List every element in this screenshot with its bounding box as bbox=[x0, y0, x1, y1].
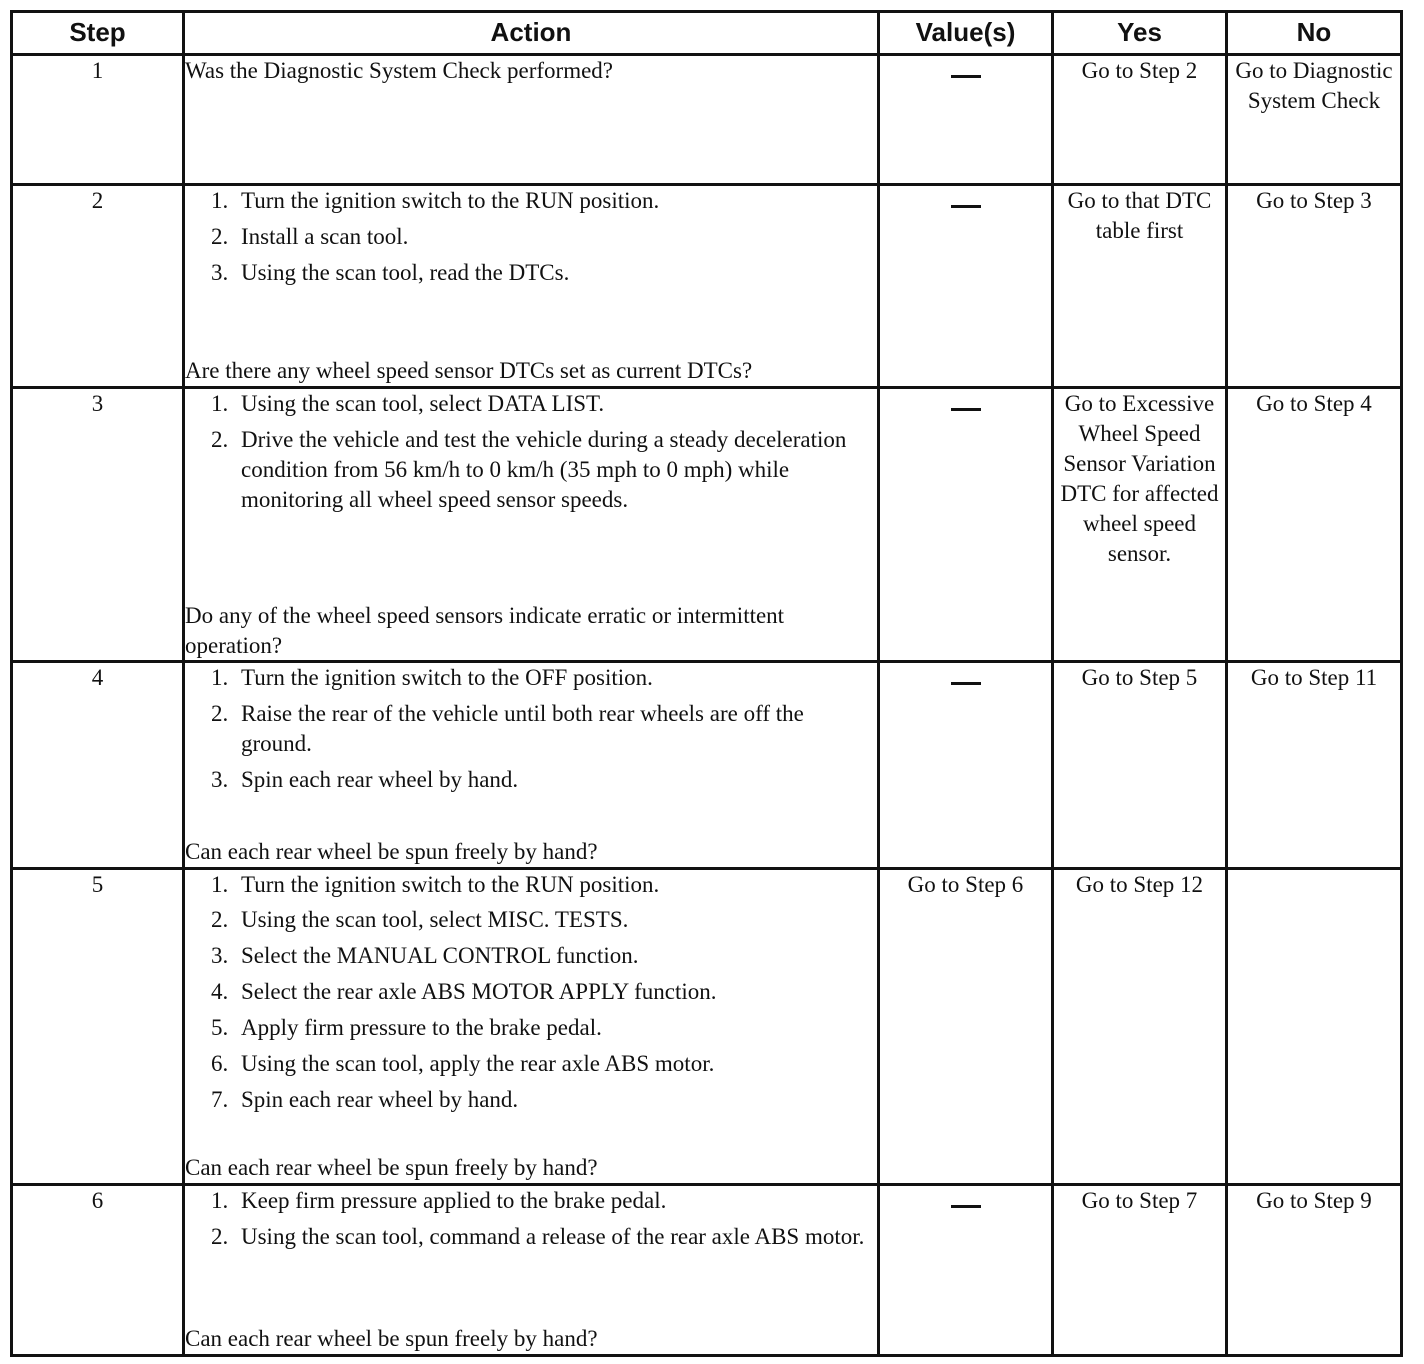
header-row bbox=[12, 12, 1402, 55]
step-number: 5 bbox=[12, 868, 184, 1184]
step-number: 3 bbox=[12, 388, 184, 662]
action-step bbox=[211, 699, 877, 759]
action-step-text: Select the rear axle ABS MOTOR APPLY function. bbox=[241, 979, 717, 1005]
yes-cell: Go to that DTC table first bbox=[1053, 185, 1227, 388]
action-step bbox=[211, 870, 877, 900]
table-row bbox=[12, 55, 1402, 185]
action-step bbox=[211, 389, 877, 419]
action-step-text: Select the MANUAL CONTROL function. bbox=[241, 943, 639, 969]
action-step-number: 2. bbox=[211, 1223, 229, 1249]
no-cell: Go to Step 11 bbox=[1227, 662, 1402, 868]
action-cell bbox=[184, 185, 879, 388]
action-step-text: Apply firm pressure to the brake pedal. bbox=[241, 1015, 602, 1041]
step-number: 1 bbox=[12, 55, 184, 185]
action-cell bbox=[184, 55, 879, 185]
header-values: Value(s) bbox=[879, 12, 1053, 55]
value-cell bbox=[879, 185, 1053, 388]
value-dash bbox=[951, 408, 981, 411]
action-step bbox=[211, 977, 877, 1007]
action-step-number: 2. bbox=[211, 701, 229, 727]
table-row bbox=[12, 1184, 1402, 1355]
diagnostic-table bbox=[10, 10, 1403, 1357]
action-content bbox=[185, 870, 877, 1183]
action-step-text: Install a scan tool. bbox=[241, 223, 409, 249]
action-step-number: 2. bbox=[211, 223, 229, 249]
step-number: 2 bbox=[12, 185, 184, 388]
action-cell bbox=[184, 662, 879, 868]
no-cell bbox=[1227, 868, 1402, 1184]
table-row bbox=[12, 388, 1402, 662]
action-step-number: 3. bbox=[211, 259, 229, 285]
action-step bbox=[211, 1222, 877, 1252]
step-number: 4 bbox=[12, 662, 184, 868]
action-step-number: 1. bbox=[211, 391, 229, 417]
value-cell bbox=[879, 1184, 1053, 1355]
action-steps bbox=[185, 663, 877, 801]
action-step-text: Keep firm pressure applied to the brake pedal. bbox=[241, 1187, 667, 1213]
action-step-number: 1. bbox=[211, 871, 229, 897]
action-step bbox=[211, 905, 877, 935]
action-step bbox=[211, 258, 877, 288]
action-step bbox=[211, 663, 877, 693]
action-steps bbox=[185, 1186, 877, 1258]
action-step bbox=[211, 1013, 877, 1043]
action-question: Was the Diagnostic System Check performed? bbox=[185, 58, 614, 83]
yes-cell: Go to Step 12 bbox=[1053, 868, 1227, 1184]
action-question: Can each rear wheel be spun freely by hand? bbox=[185, 838, 598, 864]
action-step-text: Using the scan tool, select DATA LIST. bbox=[241, 391, 605, 417]
action-cell bbox=[184, 1184, 879, 1355]
action-step bbox=[211, 1186, 877, 1216]
yes-cell: Go to Step 7 bbox=[1053, 1184, 1227, 1355]
action-step-number: 2. bbox=[211, 907, 229, 933]
value-dash bbox=[951, 682, 981, 685]
action-content bbox=[185, 663, 877, 866]
action-step-number: 1. bbox=[211, 665, 229, 691]
action-step-text: Drive the vehicle and test the vehicle during a steady deceleration condition from 56 km/h to 0 km/h (35 mph to 0 mph) while monitoring all wheel speed sensor speeds. bbox=[241, 427, 847, 512]
header-no: No bbox=[1227, 12, 1402, 55]
action-step-number: 1. bbox=[211, 1187, 229, 1213]
value-cell bbox=[879, 662, 1053, 868]
action-step-number: 5. bbox=[211, 1015, 229, 1041]
action-step-text: Spin each rear wheel by hand. bbox=[241, 767, 519, 793]
action-step bbox=[211, 222, 877, 252]
value-cell bbox=[879, 55, 1053, 185]
action-step bbox=[211, 1049, 877, 1079]
header-yes: Yes bbox=[1053, 12, 1227, 55]
action-content bbox=[185, 1186, 877, 1354]
action-cell bbox=[184, 868, 879, 1184]
action-step-number: 3. bbox=[211, 943, 229, 969]
action-steps bbox=[185, 870, 877, 1121]
step-number: 6 bbox=[12, 1184, 184, 1355]
header-action: Action bbox=[184, 12, 879, 55]
action-step-number: 1. bbox=[211, 188, 229, 214]
action-step-text: Using the scan tool, apply the rear axle ABS motor. bbox=[241, 1051, 715, 1077]
action-step-text: Using the scan tool, select MISC. TESTS. bbox=[241, 907, 629, 933]
value-text: Go to Step 6 bbox=[907, 871, 1024, 897]
action-question: Can each rear wheel be spun freely by hand? bbox=[185, 1154, 598, 1180]
action-step-number: 6. bbox=[211, 1051, 229, 1077]
action-content bbox=[185, 186, 877, 386]
yes-cell: Go to Step 5 bbox=[1053, 662, 1227, 868]
action-step-text: Turn the ignition switch to the RUN position. bbox=[241, 188, 660, 214]
table-row bbox=[12, 185, 1402, 388]
value-dash bbox=[951, 1205, 981, 1208]
action-step-number: 3. bbox=[211, 767, 229, 793]
action-step-text: Turn the ignition switch to the OFF position. bbox=[241, 665, 653, 691]
action-content bbox=[185, 56, 877, 183]
value-dash bbox=[951, 75, 981, 78]
action-step-number: 7. bbox=[211, 1086, 229, 1112]
action-cell bbox=[184, 388, 879, 662]
action-step bbox=[211, 765, 877, 795]
no-cell: Go to Step 9 bbox=[1227, 1184, 1402, 1355]
action-step-text: Using the scan tool, command a release of the rear axle ABS motor. bbox=[241, 1223, 865, 1249]
header-step: Step bbox=[12, 12, 184, 55]
action-question: Can each rear wheel be spun freely by hand? bbox=[185, 1326, 598, 1352]
no-cell: Go to Step 4 bbox=[1227, 388, 1402, 662]
action-step bbox=[211, 425, 877, 515]
action-step bbox=[211, 186, 877, 216]
yes-cell: Go to Step 2 bbox=[1053, 55, 1227, 185]
action-step-text: Using the scan tool, read the DTCs. bbox=[241, 259, 570, 285]
yes-cell: Go to Excessive Wheel Speed Sensor Variation DTC for affected wheel speed sensor. bbox=[1053, 388, 1227, 662]
value-dash bbox=[951, 205, 981, 208]
action-step-text: Turn the ignition switch to the RUN position. bbox=[241, 871, 660, 897]
table-row bbox=[12, 662, 1402, 868]
action-steps bbox=[185, 389, 877, 521]
value-cell bbox=[879, 868, 1053, 1184]
table-row bbox=[12, 868, 1402, 1184]
action-step-text: Raise the rear of the vehicle until both rear wheels are off the ground. bbox=[241, 701, 804, 757]
no-cell: Go to Step 3 bbox=[1227, 185, 1402, 388]
no-cell: Go to Diagnostic System Check bbox=[1227, 55, 1402, 185]
action-step-text: Spin each rear wheel by hand. bbox=[241, 1086, 519, 1112]
action-step-number: 4. bbox=[211, 979, 229, 1005]
action-step bbox=[211, 1085, 877, 1115]
value-cell bbox=[879, 388, 1053, 662]
action-step bbox=[211, 941, 877, 971]
action-step-number: 2. bbox=[211, 427, 229, 453]
action-steps bbox=[185, 186, 877, 294]
action-content bbox=[185, 389, 877, 660]
action-question: Are there any wheel speed sensor DTCs set as current DTCs? bbox=[185, 358, 753, 384]
action-question: Do any of the wheel speed sensors indicate erratic or intermittent operation? bbox=[185, 602, 785, 658]
